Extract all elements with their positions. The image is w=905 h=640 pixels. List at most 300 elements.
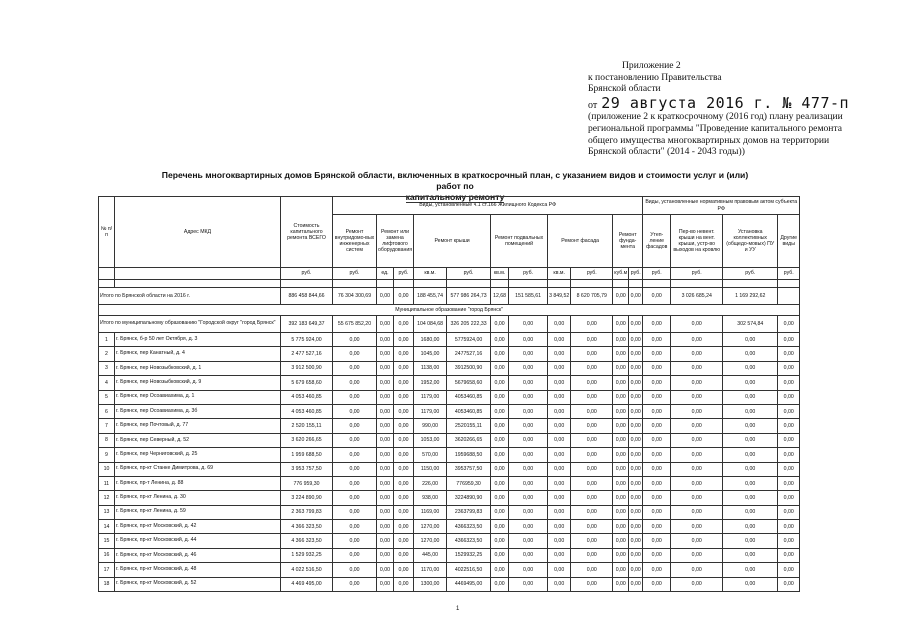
row-value: 0,00 (333, 491, 377, 505)
row-num: 11 (99, 476, 115, 490)
row-value: 0,00 (723, 376, 778, 390)
row-value: 0,00 (393, 563, 413, 577)
row-value: 0,00 (629, 462, 643, 476)
row-num: 5 (99, 390, 115, 404)
total-row (99, 288, 800, 305)
row-value: 4 022 516,50 (281, 563, 333, 577)
table-row (99, 577, 800, 591)
row-value: 0,00 (723, 448, 778, 462)
spacer-cell (613, 280, 629, 288)
total-row-cell: 151 585,61 (509, 288, 548, 305)
row-value: 0,00 (548, 534, 571, 548)
row-value: 2477527,16 (447, 347, 491, 361)
row-value: 0,00 (643, 505, 671, 519)
total-row-cell: 886 458 844,66 (281, 288, 333, 305)
header-address: Адрес МКД (115, 197, 281, 268)
row-num: 10 (99, 462, 115, 476)
units-empty-cell (99, 268, 115, 280)
row-value: 4366323,50 (447, 534, 491, 548)
row-value: 0,00 (671, 520, 723, 534)
row-value: 0,00 (778, 333, 800, 347)
row-value: 0,00 (613, 505, 629, 519)
table-row (99, 520, 800, 534)
row-num: 13 (99, 505, 115, 519)
row-value: 0,00 (548, 333, 571, 347)
row-value: 0,00 (671, 534, 723, 548)
table-row (99, 476, 800, 490)
row-value: 0,00 (643, 347, 671, 361)
spacer-cell (671, 280, 723, 288)
row-num: 15 (99, 534, 115, 548)
row-value: 0,00 (629, 476, 643, 490)
row-value: 0,00 (629, 376, 643, 390)
row-value: 2 477 527,16 (281, 347, 333, 361)
header-pitched-roof: Пер-во невент. крыши на вент. крыши, устр-во выходов на кровлю (671, 215, 723, 268)
row-value: 0,00 (671, 376, 723, 390)
row-value: 0,00 (778, 390, 800, 404)
row-value: 1680,00 (414, 333, 447, 347)
row-value: 0,00 (377, 419, 394, 433)
row-value: 0,00 (723, 577, 778, 591)
row-value: 0,00 (629, 563, 643, 577)
row-value: 0,00 (393, 577, 413, 591)
header-basement: Ремонт подвальных помещений (491, 215, 548, 268)
row-value: 1045,00 (414, 347, 447, 361)
row-value: 0,00 (629, 520, 643, 534)
row-value: 0,00 (629, 404, 643, 418)
row-value: 0,00 (509, 419, 548, 433)
row-value: 0,00 (643, 376, 671, 390)
row-value: 0,00 (723, 563, 778, 577)
appendix-block (588, 60, 900, 158)
row-value: 1179,00 (414, 390, 447, 404)
row-address: г. Брянск, пер Черниговский, д. 25 (115, 448, 281, 462)
total-row-cell: 3 849,52 (548, 288, 571, 305)
row-value: 0,00 (571, 390, 613, 404)
row-value: 0,00 (643, 333, 671, 347)
row-value: 0,00 (377, 577, 394, 591)
row-value: 5775924,00 (447, 333, 491, 347)
row-value: 0,00 (333, 548, 377, 562)
row-value: 0,00 (377, 534, 394, 548)
spacer-cell (548, 280, 571, 288)
row-value: 0,00 (548, 390, 571, 404)
spacer-cell (281, 280, 333, 288)
total-row-cell: 3 026 685,24 (671, 288, 723, 305)
row-value: 0,00 (491, 534, 509, 548)
row-value: 0,00 (548, 548, 571, 562)
row-value: 0,00 (643, 433, 671, 447)
appendix-line-6: региональной программы "Проведение капитального ремонта (588, 122, 843, 134)
table-row (99, 433, 800, 447)
row-value: 5 679 658,60 (281, 376, 333, 390)
row-value: 0,00 (613, 376, 629, 390)
row-value: 0,00 (491, 390, 509, 404)
row-value: 0,00 (629, 534, 643, 548)
row-value: 4053460,85 (447, 404, 491, 418)
row-value: 0,00 (629, 548, 643, 562)
row-value: 0,00 (393, 462, 413, 476)
row-value: 0,00 (629, 347, 643, 361)
row-value: 0,00 (491, 433, 509, 447)
header-elevator: Ремонт или замена лифтового оборудования (377, 215, 414, 268)
row-value: 0,00 (778, 520, 800, 534)
spacer-row (99, 280, 800, 288)
row-num: 6 (99, 404, 115, 418)
row-value: 0,00 (723, 390, 778, 404)
row-value: 0,00 (671, 548, 723, 562)
row-value: 0,00 (333, 563, 377, 577)
spacer-cell (115, 280, 281, 288)
municipality-total-cell: 326 205 222,33 (447, 316, 491, 333)
row-value: 0,00 (778, 534, 800, 548)
row-value: 0,00 (723, 476, 778, 490)
page-number: 1 (456, 606, 460, 612)
row-value: 0,00 (613, 462, 629, 476)
table-row (99, 390, 800, 404)
row-value: 0,00 (671, 563, 723, 577)
row-value: 0,00 (571, 563, 613, 577)
row-value: 0,00 (377, 520, 394, 534)
row-value: 0,00 (629, 390, 643, 404)
row-value: 0,00 (509, 404, 548, 418)
row-value: 0,00 (509, 347, 548, 361)
municipality-total-cell: 0,00 (643, 316, 671, 333)
total-row-cell: 0,00 (613, 288, 629, 305)
row-value: 0,00 (509, 548, 548, 562)
row-value: 0,00 (643, 520, 671, 534)
spacer-cell (447, 280, 491, 288)
table-row (99, 347, 800, 361)
unit-cell: руб. (571, 268, 613, 280)
row-address: г. Брянск, пер Почтовый, д. 77 (115, 419, 281, 433)
row-value: 0,00 (723, 534, 778, 548)
units-empty-cell (115, 268, 281, 280)
row-address: г. Брянск, пр-кт Московский, д. 44 (115, 534, 281, 548)
municipality-total-cell: 302 574,84 (723, 316, 778, 333)
total-row-cell: 0,00 (629, 288, 643, 305)
row-value: 0,00 (491, 577, 509, 591)
municipality-total-cell: 0,00 (778, 316, 800, 333)
unit-cell: руб. (723, 268, 778, 280)
row-value: 0,00 (548, 577, 571, 591)
row-value: 0,00 (491, 520, 509, 534)
total-row-cell: 0,00 (377, 288, 394, 305)
row-value: 0,00 (723, 462, 778, 476)
row-value: 3 953 757,50 (281, 462, 333, 476)
unit-cell: ед. (377, 268, 394, 280)
row-value: 0,00 (393, 448, 413, 462)
row-address: г. Брянск, б-р 50 лет Октября, д. 3 (115, 333, 281, 347)
row-value: 0,00 (509, 476, 548, 490)
row-value: 0,00 (377, 333, 394, 347)
row-value: 0,00 (671, 577, 723, 591)
row-num: 16 (99, 548, 115, 562)
row-address: г. Брянск, пер Новозыбковский, д. 9 (115, 376, 281, 390)
unit-cell: куб.м (613, 268, 629, 280)
row-value: 1 529 932,25 (281, 548, 333, 562)
row-value: 0,00 (509, 376, 548, 390)
row-value: 0,00 (333, 333, 377, 347)
row-value: 0,00 (643, 361, 671, 375)
row-value: 0,00 (393, 491, 413, 505)
table-row (99, 462, 800, 476)
municipality-total-cell: 0,00 (613, 316, 629, 333)
row-value: 0,00 (571, 476, 613, 490)
municipality-total-cell: 0,00 (509, 316, 548, 333)
table-row (99, 419, 800, 433)
row-value: 1952,00 (414, 376, 447, 390)
row-value: 0,00 (377, 433, 394, 447)
row-value: 0,00 (333, 390, 377, 404)
municipality-title: Муниципальное образование "город Брянск" (99, 305, 800, 316)
row-value: 0,00 (778, 491, 800, 505)
header-insulation: Утеп-ление фасадов (643, 215, 671, 268)
row-value: 0,00 (333, 534, 377, 548)
unit-cell: руб. (509, 268, 548, 280)
row-value: 2 520 155,11 (281, 419, 333, 433)
row-value: 0,00 (491, 476, 509, 490)
row-value: 0,00 (671, 390, 723, 404)
municipality-total-cell: 104 084,68 (414, 316, 447, 333)
row-address: г. Брянск, пр-т Ленина, д. 88 (115, 476, 281, 490)
row-value: 3953757,50 (447, 462, 491, 476)
row-num: 1 (99, 333, 115, 347)
appendix-line-5: (приложение 2 к краткосрочному (2016 год) плану реализации (588, 111, 843, 123)
table-row (99, 534, 800, 548)
row-value: 0,00 (333, 361, 377, 375)
row-value: 0,00 (723, 347, 778, 361)
row-value: 0,00 (613, 333, 629, 347)
total-row-cell: 0,00 (643, 288, 671, 305)
row-address: г. Брянск, пр-кт Ленина, д. 30 (115, 491, 281, 505)
row-value: 0,00 (778, 419, 800, 433)
table-row (99, 404, 800, 418)
row-value: 0,00 (333, 433, 377, 447)
row-value: 0,00 (613, 361, 629, 375)
spacer-cell (629, 280, 643, 288)
row-value: 0,00 (571, 376, 613, 390)
row-value: 0,00 (571, 347, 613, 361)
row-value: 226,00 (414, 476, 447, 490)
row-value: 0,00 (377, 347, 394, 361)
row-value: 3620266,65 (447, 433, 491, 447)
row-value: 0,00 (613, 534, 629, 548)
row-value: 0,00 (491, 404, 509, 418)
row-value: 0,00 (629, 505, 643, 519)
unit-cell: кв.м. (414, 268, 447, 280)
row-value: 0,00 (613, 347, 629, 361)
row-value: 0,00 (723, 491, 778, 505)
row-value: 2 363 799,83 (281, 505, 333, 519)
spacer-cell (393, 280, 413, 288)
row-value: 0,00 (333, 347, 377, 361)
row-value: 4053460,85 (447, 390, 491, 404)
total-row-cell (778, 288, 800, 305)
row-value: 1529932,25 (447, 548, 491, 562)
row-value: 1270,00 (414, 520, 447, 534)
row-value: 0,00 (629, 448, 643, 462)
row-value: 0,00 (393, 505, 413, 519)
row-value: 0,00 (491, 505, 509, 519)
row-value: 0,00 (333, 404, 377, 418)
row-num: 4 (99, 376, 115, 390)
row-value: 0,00 (491, 361, 509, 375)
appendix-line-8: Брянской области" (2014 - 2043 годы)) (588, 146, 745, 158)
row-value: 0,00 (671, 448, 723, 462)
header-group-regional: Виды, установленные нормативным правовым актом субъекта РФ (643, 197, 800, 215)
appendix-line-1: Приложение 2 (622, 60, 681, 71)
row-value: 0,00 (509, 505, 548, 519)
row-value: 0,00 (613, 448, 629, 462)
row-value: 3224890,90 (447, 491, 491, 505)
row-value: 0,00 (778, 448, 800, 462)
row-value: 0,00 (393, 534, 413, 548)
row-value: 0,00 (643, 577, 671, 591)
row-num: 14 (99, 520, 115, 534)
row-value: 0,00 (377, 404, 394, 418)
municipality-row (99, 305, 800, 316)
row-num: 12 (99, 491, 115, 505)
row-value: 0,00 (613, 419, 629, 433)
row-value: 0,00 (509, 520, 548, 534)
row-value: 0,00 (778, 347, 800, 361)
row-value: 0,00 (491, 462, 509, 476)
row-value: 0,00 (377, 376, 394, 390)
row-value: 1959688,50 (447, 448, 491, 462)
row-value: 3 912 500,90 (281, 361, 333, 375)
row-value: 1300,00 (414, 577, 447, 591)
row-value: 3912500,90 (447, 361, 491, 375)
row-value: 0,00 (377, 390, 394, 404)
row-value: 0,00 (629, 491, 643, 505)
row-value: 0,00 (333, 462, 377, 476)
total-row-cell: 188 455,74 (414, 288, 447, 305)
header-meters: Установка коллективных (общедо-мовых) ПУ и УУ (723, 215, 778, 268)
row-value: 0,00 (671, 333, 723, 347)
appendix-date-number: 29 августа 2016 г. № 477-п (601, 93, 850, 112)
row-value: 0,00 (393, 404, 413, 418)
row-value: 1150,00 (414, 462, 447, 476)
header-group-housing-code: Виды, установленные ч.1 ст.166 Жилищного Кодекса РФ (333, 197, 643, 215)
row-value: 0,00 (393, 476, 413, 490)
row-address: г. Брянск, пер Канатный, д. 4 (115, 347, 281, 361)
row-address: г. Брянск, пр-кт Московский, д. 52 (115, 577, 281, 591)
row-value: 2363799,83 (447, 505, 491, 519)
row-value: 1270,00 (414, 534, 447, 548)
row-num: 2 (99, 347, 115, 361)
row-value: 0,00 (643, 548, 671, 562)
row-value: 0,00 (548, 361, 571, 375)
row-value: 3 620 266,65 (281, 433, 333, 447)
row-address: г. Брянск, пр-кт Станке Димитрова, д. 69 (115, 462, 281, 476)
row-address: г. Брянск, пр-кт Московский, д. 46 (115, 548, 281, 562)
spacer-cell (509, 280, 548, 288)
municipality-total-label: Итого по муниципальному образованию "Городской округ "город Брянск" (99, 316, 281, 333)
row-value: 0,00 (393, 390, 413, 404)
row-value: 0,00 (778, 462, 800, 476)
row-value: 938,00 (414, 491, 447, 505)
row-value: 0,00 (671, 404, 723, 418)
municipality-total-cell: 0,00 (393, 316, 413, 333)
row-value: 0,00 (629, 361, 643, 375)
row-value: 0,00 (778, 376, 800, 390)
row-value: 0,00 (571, 491, 613, 505)
row-address: г. Брянск, пер Осоавиахима, д. 3б (115, 404, 281, 418)
spacer-cell (491, 280, 509, 288)
row-value: 0,00 (778, 476, 800, 490)
appendix-line-7: общего имущества многоквартирных домов на территории (588, 134, 830, 146)
table-row (99, 548, 800, 562)
row-value: 5679658,60 (447, 376, 491, 390)
spacer-cell (778, 280, 800, 288)
row-value: 0,00 (613, 390, 629, 404)
spacer-cell (643, 280, 671, 288)
row-value: 0,00 (571, 505, 613, 519)
row-value: 0,00 (491, 347, 509, 361)
row-value: 1138,00 (414, 361, 447, 375)
table-row (99, 376, 800, 390)
page-title-line-1: Перечень многоквартирных домов Брянской области, включенных в краткосрочный план, с указанием видов и стоимости услуг и (или) работ по (161, 170, 749, 191)
appendix-line-3: Брянской области (588, 83, 661, 95)
row-value: 990,00 (414, 419, 447, 433)
table-row (99, 505, 800, 519)
row-value: 0,00 (571, 534, 613, 548)
row-value: 0,00 (571, 404, 613, 418)
row-value: 0,00 (377, 563, 394, 577)
row-value: 0,00 (491, 419, 509, 433)
header-other: Другие виды (778, 215, 800, 268)
row-value: 0,00 (629, 433, 643, 447)
row-value: 0,00 (509, 577, 548, 591)
total-row-label: Итого по Брянской области на 2016 г. (99, 288, 281, 305)
unit-cell: руб. (671, 268, 723, 280)
row-value: 0,00 (509, 390, 548, 404)
row-value: 0,00 (377, 548, 394, 562)
row-value: 0,00 (377, 462, 394, 476)
row-value: 0,00 (671, 419, 723, 433)
municipality-total-cell: 0,00 (491, 316, 509, 333)
total-row-cell: 12,68 (491, 288, 509, 305)
row-value: 0,00 (571, 333, 613, 347)
row-value: 0,00 (643, 563, 671, 577)
row-value: 0,00 (778, 404, 800, 418)
row-value: 0,00 (333, 448, 377, 462)
row-value: 0,00 (377, 448, 394, 462)
row-value: 0,00 (491, 491, 509, 505)
row-value: 570,00 (414, 448, 447, 462)
row-value: 0,00 (548, 433, 571, 447)
table-row (99, 563, 800, 577)
row-value: 0,00 (643, 419, 671, 433)
row-value: 1179,00 (414, 404, 447, 418)
spacer-cell (377, 280, 394, 288)
row-value: 0,00 (548, 491, 571, 505)
row-value: 0,00 (393, 347, 413, 361)
row-value: 0,00 (509, 491, 548, 505)
row-value: 0,00 (571, 462, 613, 476)
row-value: 3 224 890,90 (281, 491, 333, 505)
row-value: 0,00 (723, 548, 778, 562)
table-row (99, 448, 800, 462)
row-value: 0,00 (548, 563, 571, 577)
houses-table (98, 196, 800, 592)
unit-cell: руб. (281, 268, 333, 280)
row-value: 445,00 (414, 548, 447, 562)
row-value: 0,00 (643, 448, 671, 462)
row-value: 0,00 (613, 404, 629, 418)
row-value: 0,00 (491, 448, 509, 462)
